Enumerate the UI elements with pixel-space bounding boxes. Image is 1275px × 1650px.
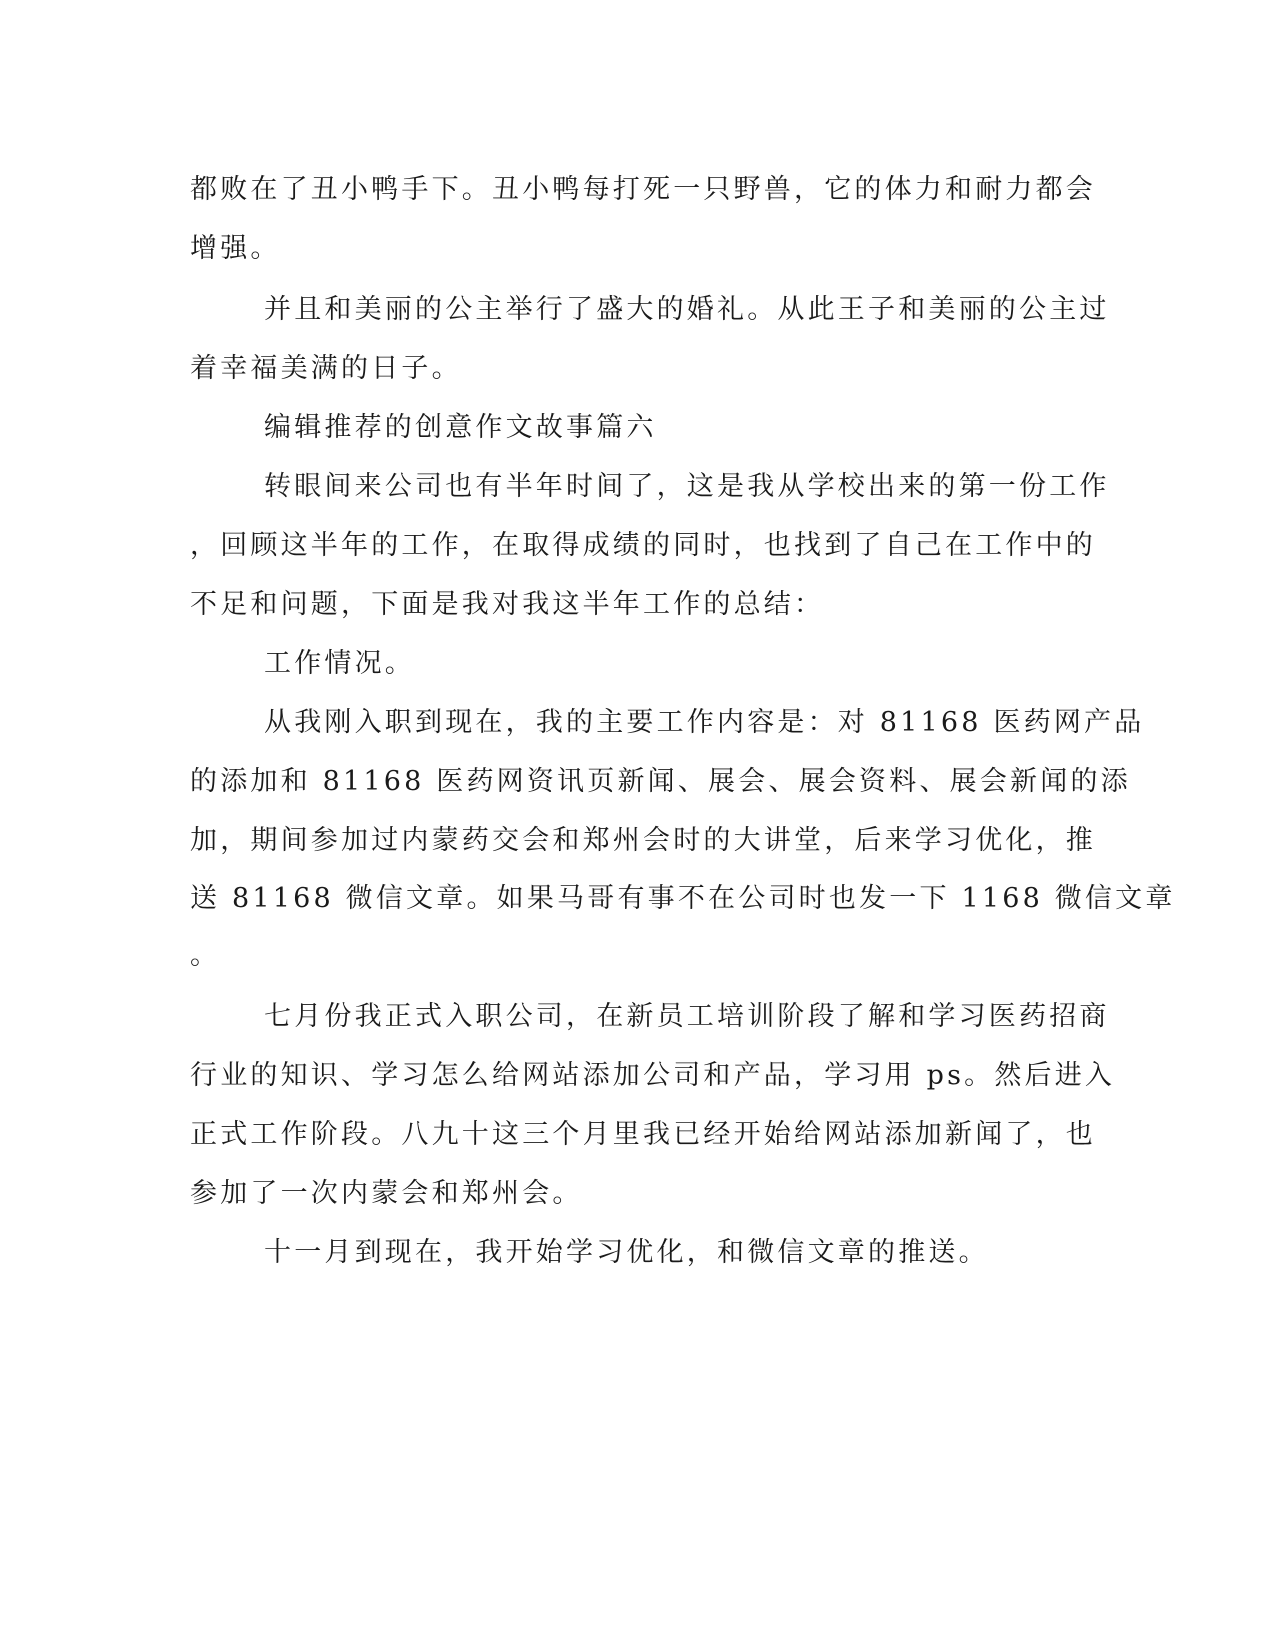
text-line: 七月份我正式入职公司，在新员工培训阶段了解和学习医药招商 [264, 1001, 1110, 1032]
text-line: 不足和问题，下面是我对我这半年工作的总结： [190, 589, 825, 620]
text-line: 十一月到现在，我开始学习优化，和微信文章的推送。 [264, 1237, 989, 1268]
text-line: 。 [190, 940, 221, 971]
text-line: 转眼间来公司也有半年时间了，这是我从学校出来的第一份工作 [264, 471, 1110, 502]
text-line: ，回顾这半年的工作，在取得成绩的同时，也找到了自己在工作中的 [190, 530, 1096, 561]
text-line: 行业的知识、学习怎么给网站添加公司和产品，学习用 ps。然后进入 [190, 1060, 1116, 1091]
text-line: 工作情况。 [264, 648, 415, 679]
text-line: 参加了一次内蒙会和郑州会。 [190, 1178, 583, 1209]
text-line: 加，期间参加过内蒙药交会和郑州会时的大讲堂，后来学习优化，推 [190, 825, 1096, 856]
text-line: 着幸福美满的日子。 [190, 353, 462, 384]
text-line: 送 81168 微信文章。如果马哥有事不在公司时也发一下 1168 微信文章 [190, 883, 1176, 914]
text-line: 正式工作阶段。八九十这三个月里我已经开始给网站添加新闻了，也 [190, 1119, 1096, 1150]
text-line: 的添加和 81168 医药网资讯页新闻、展会、展会资料、展会新闻的添 [190, 766, 1131, 797]
text-line: 都败在了丑小鸭手下。丑小鸭每打死一只野兽，它的体力和耐力都会 [190, 174, 1096, 205]
text-line: 并且和美丽的公主举行了盛大的婚礼。从此王子和美丽的公主过 [264, 294, 1110, 325]
section-heading: 编辑推荐的创意作文故事篇六 [264, 412, 657, 443]
text-line: 从我刚入职到现在，我的主要工作内容是：对 81168 医药网产品 [264, 707, 1145, 738]
text-line: 增强。 [190, 233, 281, 264]
